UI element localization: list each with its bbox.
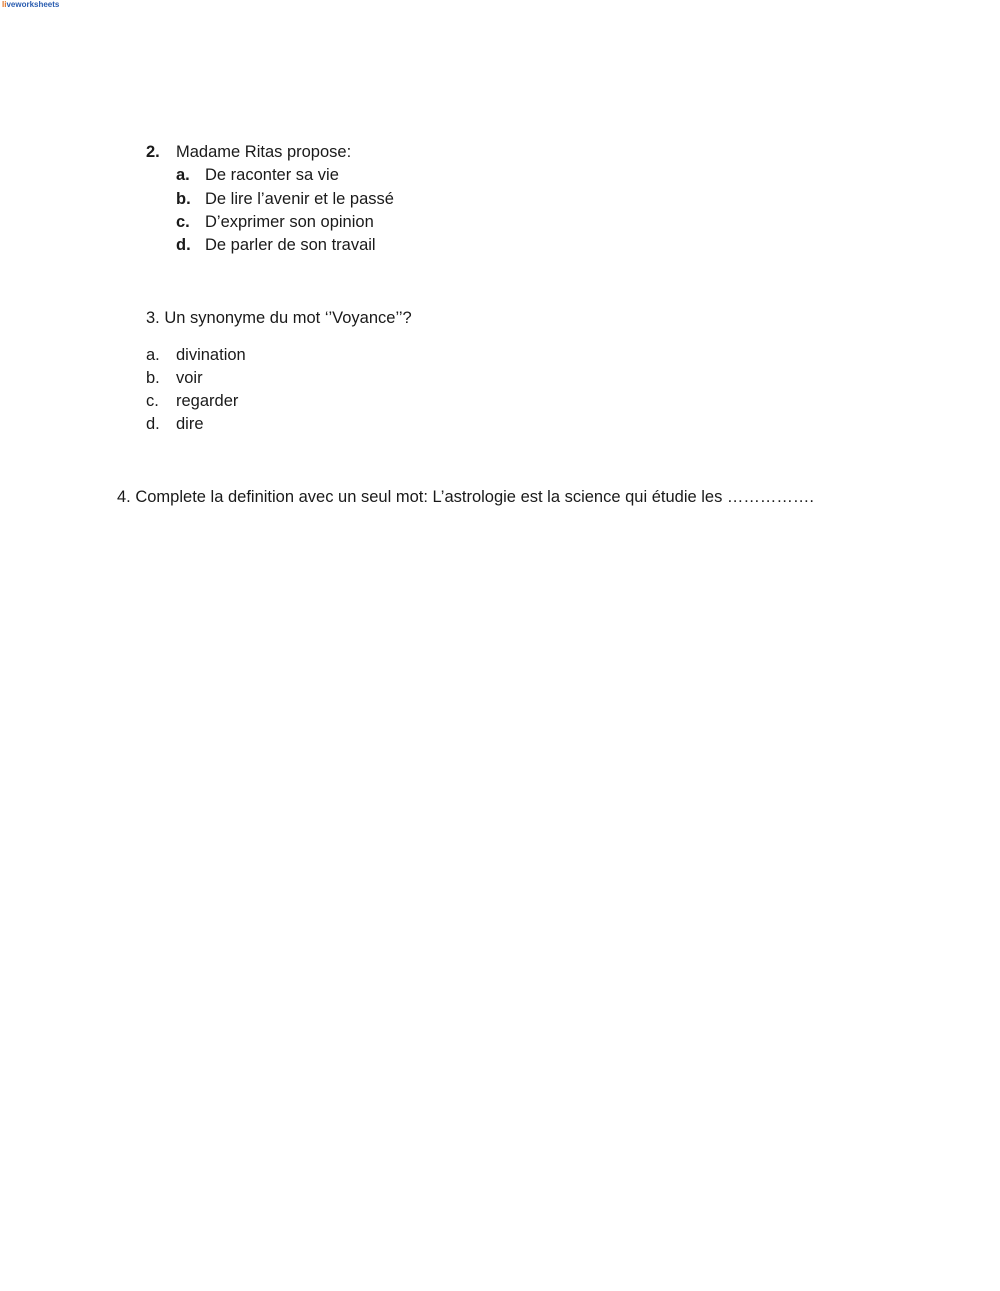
option-letter: c. [176, 213, 190, 231]
option-text: regarder [176, 392, 239, 410]
option-letter: c. [146, 392, 159, 410]
question-3-text: 3. Un synonyme du mot ‘’Voyance’’? [146, 309, 412, 327]
question-2-text: Madame Ritas propose: [176, 143, 352, 161]
question-3-option-b [146, 368, 203, 388]
option-letter: a. [176, 166, 190, 184]
option-letter: a. [146, 346, 160, 364]
question-4-text: 4. Complete la definition avec un seul mot: L’astrologie est la science qui étudie les ……………. [117, 488, 815, 506]
option-letter: b. [146, 369, 160, 387]
question-3-option-c [146, 391, 239, 411]
question-2-number: 2. [146, 143, 160, 161]
option-text: De lire l’avenir et le passé [205, 190, 394, 208]
question-2-option-a [176, 165, 339, 185]
option-letter: b. [176, 190, 191, 208]
option-letter: d. [146, 415, 160, 433]
liveworksheets-logo [2, 0, 59, 10]
option-text: divination [176, 346, 246, 364]
logo-text: veworksheets [6, 0, 60, 9]
question-3-option-a [146, 345, 246, 365]
question-2-option-b [176, 189, 394, 209]
option-text: D’exprimer son opinion [205, 213, 374, 231]
question-2 [146, 142, 352, 162]
question-3-option-d [146, 414, 204, 434]
logo-prefix: li [2, 0, 7, 9]
option-text: De raconter sa vie [205, 166, 339, 184]
option-letter: d. [176, 236, 191, 254]
question-2-option-d [176, 235, 376, 255]
option-text: De parler de son travail [205, 236, 376, 254]
option-text: dire [176, 415, 204, 433]
option-text: voir [176, 369, 203, 387]
question-2-option-c [176, 212, 374, 232]
